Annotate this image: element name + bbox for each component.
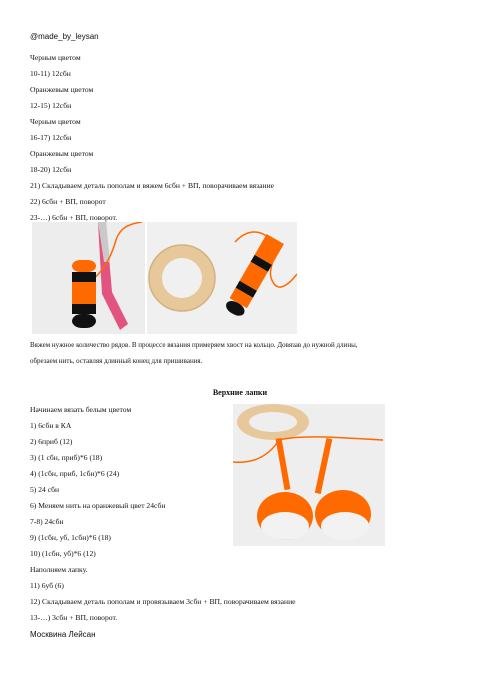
pattern-line: 4) (1сбн, приб, 1сбн)*6 (24) bbox=[30, 469, 120, 478]
pattern-line: Начинаем вязать белым цветом bbox=[30, 405, 132, 414]
pattern-line: 1) 6сбн в КА bbox=[30, 421, 72, 430]
pattern-line: Черным цветом bbox=[30, 53, 81, 62]
pattern-line: 21) Складываем деталь пополам и вяжем 6сбн + ВП, поворачиваем вязание bbox=[30, 181, 275, 190]
pattern-line: 23-…) 6сбн + ВП, поворот. bbox=[30, 213, 118, 222]
pattern-line: 7-8) 24сбн bbox=[30, 517, 64, 526]
pattern-line: 3) (1 сбн, приб)*6 (18) bbox=[30, 453, 103, 462]
pattern-line: 10) (1сбн, уб)*6 (12) bbox=[30, 549, 96, 558]
paws-ring-image bbox=[233, 404, 385, 546]
photo-paws-ring bbox=[233, 404, 385, 546]
pattern-line: Наполняем лапку. bbox=[30, 565, 88, 574]
pattern-line: Черным цветом bbox=[30, 117, 81, 126]
photo-tail-with-hook bbox=[32, 222, 145, 334]
section-title: Верхние лапки bbox=[212, 388, 268, 397]
pattern-line: Оранжевым цветом bbox=[30, 149, 94, 158]
pattern-line: 22) 6сбн + ВП, поворот bbox=[30, 197, 106, 206]
author-name: Москвина Лейсан bbox=[30, 630, 96, 639]
pattern-line: 11) 6уб (6) bbox=[30, 581, 64, 590]
tail-hook-image bbox=[32, 222, 145, 334]
pattern-line: Оранжевым цветом bbox=[30, 85, 94, 94]
tail-note-line-2: обрезаем нить, оставляя длинный конец для пришивания. bbox=[30, 357, 203, 365]
pattern-line: 18-20) 12сбн bbox=[30, 165, 72, 174]
pattern-line: 2) 6приб (12) bbox=[30, 437, 73, 446]
pattern-line: 13-…) 3сбн + ВП, поворот. bbox=[30, 613, 118, 622]
pattern-line: 12) Складываем деталь пополам и провязываем 3сбн + ВП, поворачиваем вязание bbox=[30, 597, 296, 606]
ring-tail-image bbox=[147, 222, 297, 334]
tail-note-line-1: Вяжем нужное количество рядов. В процессе вязания примеряем хвост на кольцо. Довязав до нужной длины, bbox=[30, 341, 358, 349]
pattern-line: 6) Меняем нить на оранжевый цвет 24сбн bbox=[30, 501, 166, 510]
photo-ring-tail bbox=[147, 222, 297, 334]
pattern-line: 9) (1сбн, уб, 1сбн)*6 (18) bbox=[30, 533, 111, 542]
pattern-line: 5) 24 сбн bbox=[30, 485, 60, 494]
pattern-line: 10-11) 12сбн bbox=[30, 69, 71, 78]
pattern-line: 16-17) 12сбн bbox=[30, 133, 72, 142]
author-handle: @made_by_leysan bbox=[30, 32, 99, 41]
pattern-line: 12-15) 12сбн bbox=[30, 101, 72, 110]
